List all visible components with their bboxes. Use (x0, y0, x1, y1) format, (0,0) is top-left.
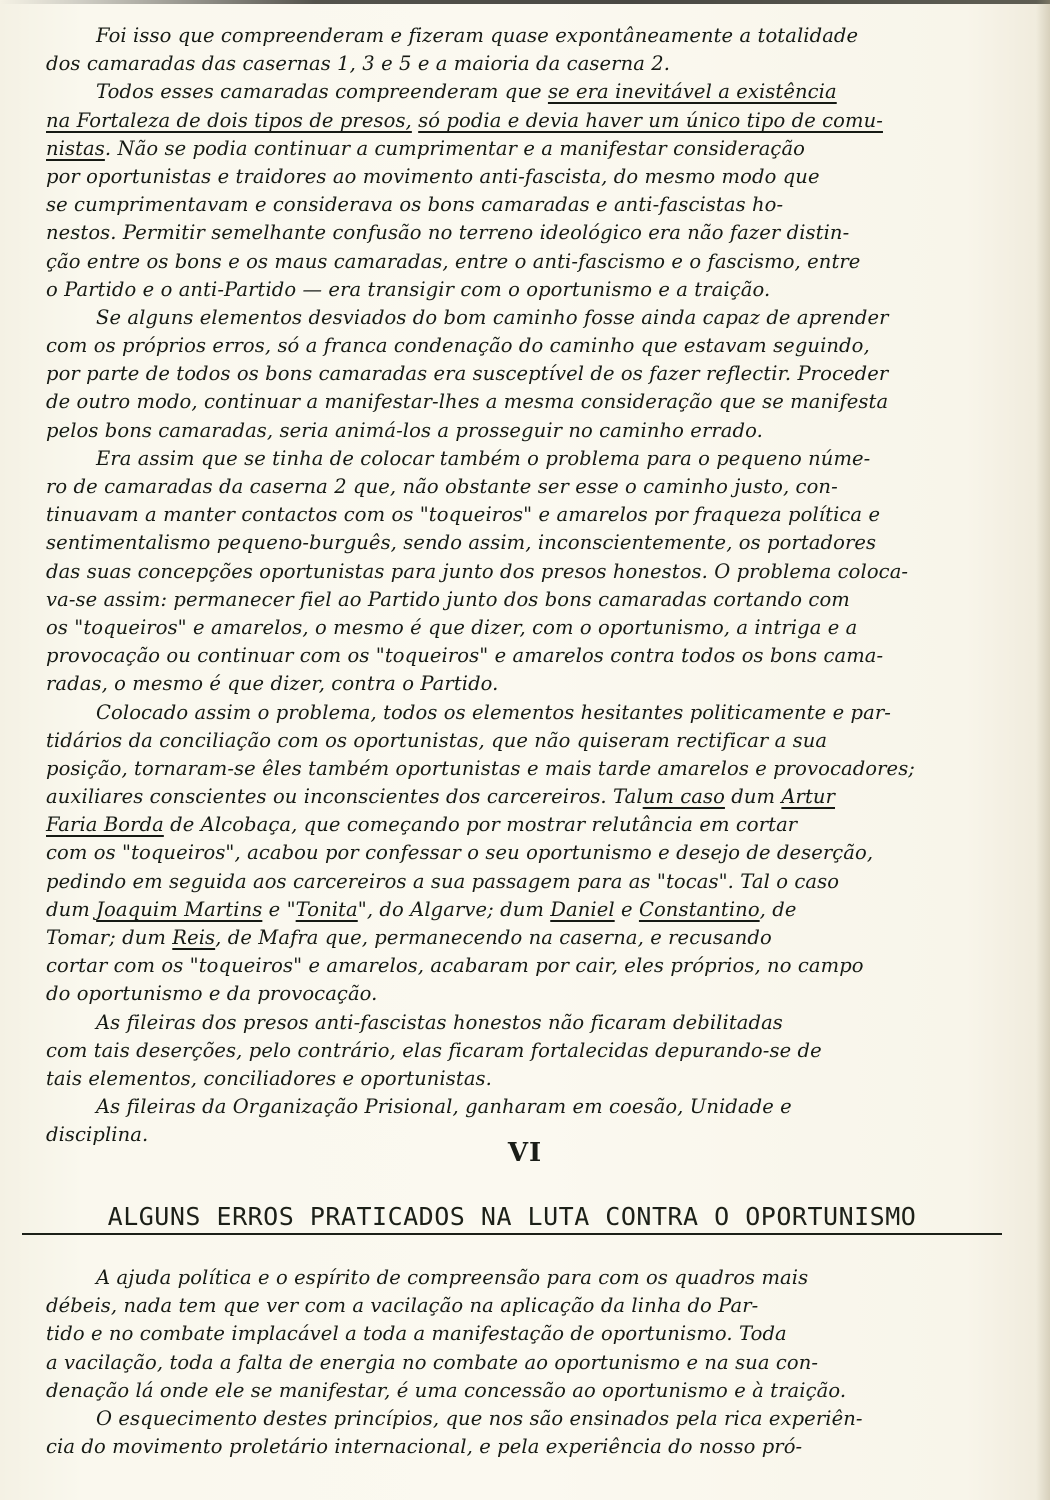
text-line: As fileiras da Organização Prisional, ganharam em coesão, Unidade e (96, 1095, 792, 1119)
body-text-part1 (46, 22, 1004, 1150)
text-line: posição, tornaram-se êles também oportunistas e mais tarde amarelos e provocadores; (46, 756, 915, 780)
page-edge-shadow (1036, 0, 1050, 1500)
text-line: sentimentalismo pequeno-burguês, sendo assim, inconscientemente, os portadores (46, 531, 877, 555)
text-span: Tomar; dum (46, 926, 173, 949)
text-line: dos camaradas das casernas 1, 3 e 5 e a maioria da caserna 2. (46, 52, 671, 76)
text-line: débeis, nada tem que ver com a vacilação na aplicação da linha do Par- (46, 1294, 759, 1318)
text-span: , de Mafra que, permanecendo na caserna, e recusando (215, 926, 772, 949)
underlined-phrase: nistas (46, 136, 105, 160)
text-line: denação lá onde ele se manifestar, é uma concessão ao oportunismo e à traição. (46, 1378, 847, 1402)
text-span: dum (724, 785, 782, 809)
text-line: disciplina. (46, 1123, 149, 1147)
text-line: com tais deserções, pelo contrário, elas ficaram fortalecidas depurando-se de (46, 1038, 822, 1062)
text-line: Se alguns elementos desviados do bom caminho fosse ainda capaz de aprender (96, 305, 889, 329)
text-line (46, 107, 1004, 135)
text-line: provocação ou continuar com os "toqueiros" e amarelos contra todos os bons cama- (46, 644, 884, 668)
text-line: ção entre os bons e os maus camaradas, entre o anti-fascismo e o fascismo, entre (46, 249, 861, 273)
person-name: Artur (781, 785, 835, 809)
text-line: do oportunismo e da provocação. (46, 982, 378, 1006)
text-span: de Alcobaça, que começando por mostrar relutância em cortar (163, 813, 798, 837)
person-name: Faria Borda (46, 813, 164, 837)
text-line: nestos. Permitir semelhante confusão no terreno ideológico era não fazer distin- (46, 221, 850, 245)
text-line: o Partido e o anti-Partido — era transigir com o oportunismo e a traição. (46, 277, 771, 301)
text-line: As fileiras dos presos anti-fascistas honestos não ficaram debilitadas (96, 1010, 783, 1034)
body-text-part2 (46, 1264, 1004, 1461)
text-line (46, 135, 1004, 163)
text-line: O esquecimento destes princípios, que nos são ensinados pela rica experiên- (96, 1406, 863, 1430)
underlined-phrase: um caso (642, 785, 725, 809)
text-line: cortar com os "toqueiros" e amarelos, acabaram por cair, eles próprios, no campo (46, 954, 864, 978)
text-span: ", do Algarve; dum (357, 897, 551, 921)
text-line: tido e no combate implacável a toda a manifestação de oportunismo. Toda (46, 1322, 787, 1346)
text-span: e " (262, 897, 296, 921)
underlined-phrase: se era inevitável a existência (547, 80, 837, 104)
text-span: Todos esses camaradas compreenderam que (96, 80, 542, 104)
text-line: A ajuda política e o espírito de compreensão para com os quadros mais (96, 1266, 809, 1289)
text-line: pelos bons camaradas, seria animá-los a prosseguir no caminho errado. (46, 418, 763, 442)
text-line: radas, o mesmo é que dizer, contra o Partido. (46, 672, 499, 696)
text-line (46, 783, 1004, 811)
text-line: de outro modo, continuar a manifestar-lhes a mesma consideração que se manifesta (46, 390, 889, 414)
text-line: cia do movimento proletário internacional, e pela experiência do nosso pró- (46, 1435, 803, 1459)
text-line: a vacilação, toda a falta de energia no combate ao oportunismo e na sua con- (46, 1350, 819, 1374)
person-name: Joaquim Martins (96, 897, 263, 921)
text-line: das suas concepções oportunistas para junto dos presos honestos. O problema coloca- (46, 559, 909, 583)
text-line: os "toqueiros" e amarelos, o mesmo é que dizer, com o oportunismo, a intriga e a (46, 615, 858, 639)
text-span: e (614, 897, 639, 921)
text-line: por oportunistas e traidores ao movimento anti-fascista, do mesmo modo que (46, 164, 820, 188)
text-line (46, 924, 1004, 952)
person-name: Tonita (295, 897, 358, 921)
underlined-phrase: só podia e devia haver um único tipo de comu- (418, 108, 883, 132)
person-name: Daniel (550, 897, 615, 921)
text-line: com os "toqueiros", acabou por confessar o seu oportunismo e desejo de deserção, (46, 841, 874, 865)
text-line: tidários da conciliação com os oportunistas, que não quiseram rectificar a sua (46, 728, 828, 752)
person-name: Constantino (638, 897, 760, 921)
text-line: va-se assim: permanecer fiel ao Partido junto dos bons camaradas cortando com (46, 587, 850, 611)
text-line: Colocado assim o problema, todos os elementos hesitantes politicamente e par- (96, 700, 891, 724)
section-title: ALGUNS ERROS PRATICADOS NA LUTA CONTRA O OPORTUNISMO (22, 1202, 1002, 1235)
text-line: Era assim que se tinha de colocar também o problema para o pequeno núme- (96, 446, 871, 470)
text-span: auxiliares conscientes ou inconscientes dos carcereiros. Tal (46, 785, 643, 809)
text-span: , de (759, 897, 797, 921)
text-line: se cumprimentavam e considerava os bons camaradas e anti-fascistas ho- (46, 193, 784, 217)
text-line: Foi isso que compreenderam e fizeram quase expontâneamente a totalidade (96, 24, 859, 47)
person-name: Reis (172, 926, 216, 949)
text-line (46, 811, 1004, 839)
text-line: por parte de todos os bons camaradas era susceptível de os fazer reflectir. Proceder (46, 362, 889, 386)
text-line (46, 896, 1004, 924)
text-line: ro de camaradas da caserna 2 que, não obstante ser esse o caminho justo, con- (46, 475, 838, 498)
text-line: tinuavam a manter contactos com os "toqueiros" e amarelos por fraqueza política e (46, 503, 881, 527)
section-number: VI (507, 1138, 543, 1168)
underlined-phrase: na Fortaleza de dois tipos de presos, (46, 108, 412, 132)
text-line: pedindo em seguida aos carcereiros a sua passagem para as "tocas". Tal o caso (46, 869, 840, 893)
text-line: com os próprios erros, só a franca condenação do caminho que estavam seguindo, (46, 334, 870, 358)
top-border-rule (0, 0, 1050, 4)
text-span: dum (46, 897, 97, 921)
text-line (46, 78, 1004, 106)
text-line: tais elementos, conciliadores e oportunistas. (46, 1066, 492, 1090)
text-span: . Não se podia continuar a cumprimentar e a manifestar consideração (104, 136, 806, 160)
